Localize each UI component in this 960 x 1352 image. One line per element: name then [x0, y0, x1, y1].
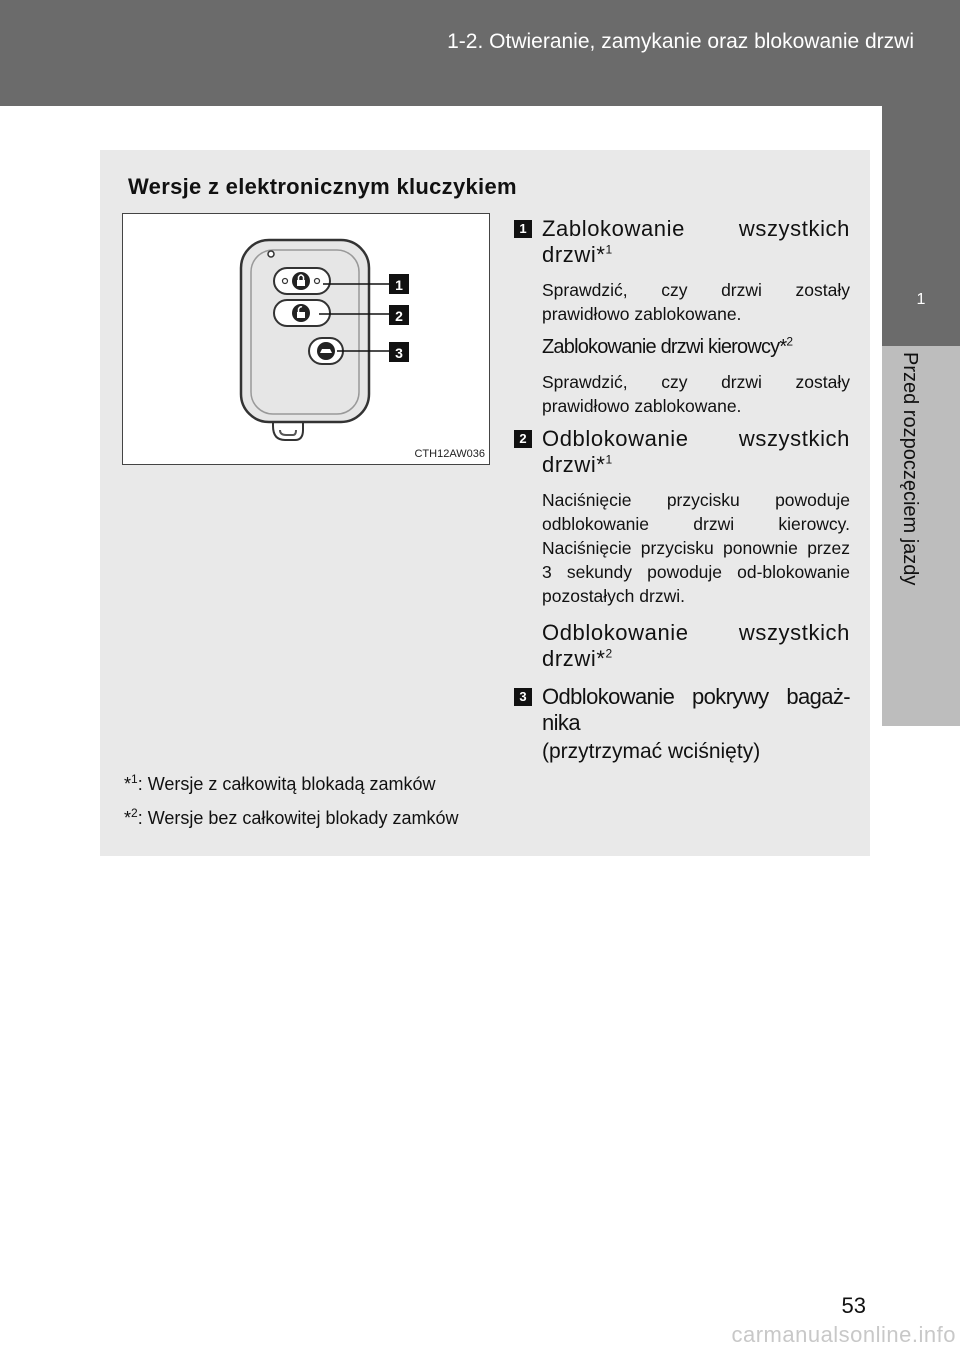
chapter-tab-label-area [882, 346, 960, 726]
item-subheading: Odblokowanie wszystkich drzwi*$^2$ [542, 620, 850, 671]
section-title: 1-2. Otwieranie, zamykanie oraz blokowanie drzwi [447, 30, 914, 53]
item-subheading: Zablokowanie drzwi kierowcy*$^2$ [542, 334, 793, 358]
chapter-label: Przed rozpoczęciem jazdy [899, 352, 921, 586]
page-number: 53 [841, 1293, 866, 1318]
item-subnote: Sprawdzić, czy drzwi zostały prawidłowo zablokowane. [542, 372, 850, 416]
panel-title: Wersje z elektronicznym kluczykiem [128, 174, 517, 199]
chapter-number: 1 [916, 291, 926, 308]
item-lock-all [514, 216, 850, 418]
item-unlock-trunk [514, 684, 850, 764]
figure-code: CTH12AW036 [414, 448, 485, 460]
callout-1: 1 [395, 277, 403, 293]
item-marker: 1 [514, 220, 532, 238]
key-fob-illustration [123, 214, 489, 464]
watermark-link[interactable]: carmanualsonline.info [731, 1322, 956, 1347]
key-fob-figure [122, 213, 490, 465]
footnote-1: *$^1$: Wersje z całkowitą blokadą zamków [124, 772, 436, 794]
item-marker: 3 [514, 688, 532, 706]
item-unlock-all [514, 426, 850, 672]
item-heading: Odblokowanie wszystkich drzwi*$^1$ [542, 426, 850, 477]
item-heading: Odblokowanie pokrywy bagaż-nika [542, 684, 850, 735]
chapter-tab [882, 106, 960, 346]
item-note: Sprawdzić, czy drzwi zostały prawidłowo zablokowane. [542, 280, 850, 324]
footnote-2: *$^2$: Wersje bez całkowitej blokady zamków [124, 806, 459, 828]
item-heading: Zablokowanie wszystkich drzwi*$^1$ [542, 216, 850, 267]
item-note: (przytrzymać wciśnięty) [542, 740, 761, 763]
item-marker: 2 [514, 430, 532, 448]
item-note: Naciśnięcie przycisku powoduje odblokowanie drzwi kierowcy. Naciśnięcie przycisku ponownie przez 3 sekundy powoduje od-blokowanie pozostałych drzwi. [542, 490, 850, 606]
callout-2: 2 [395, 308, 403, 324]
callout-3: 3 [395, 345, 403, 361]
